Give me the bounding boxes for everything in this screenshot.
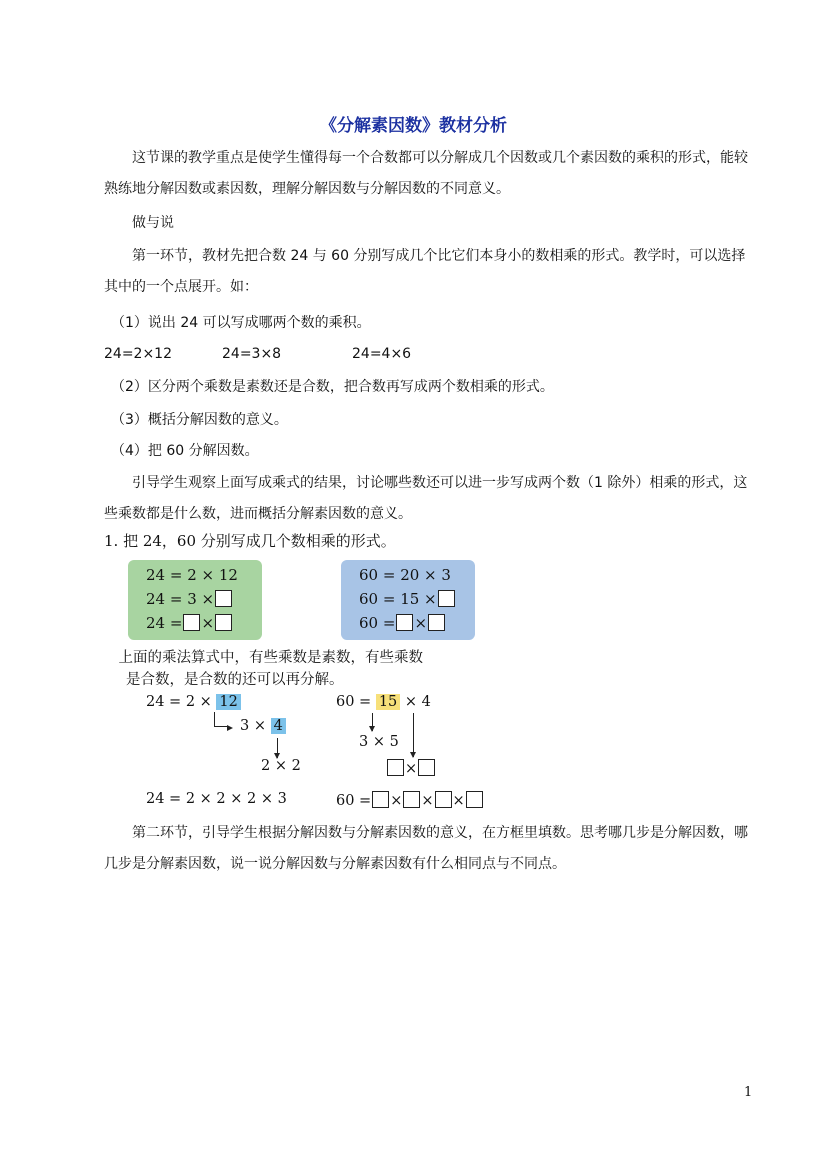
tree60-result: 60 = × × × [336, 791, 484, 809]
figure-caption-1: 上面的乘法算式中，有些乘数是素数，有些乘数 [104, 650, 423, 666]
page-number: 1 [744, 1085, 753, 1100]
green-eq-2: 24 = 3 × [146, 590, 233, 608]
guide-paragraph: 引导学生观察上面写成乘式的结果，讨论哪些数还可以进一步写成两个数（1 除外）相乘的形式，这些乘数都是什么数，进而概括分解素因数的意义。 [104, 475, 748, 522]
blank-box [435, 791, 452, 808]
figure-title: 1. 把 24，60 分别写成几个数相乘的形式。 [104, 532, 396, 550]
blue-eq-3: 60 = × [359, 614, 446, 632]
blank-box [215, 614, 232, 631]
highlight-12: 12 [216, 694, 240, 710]
down-arrow-icon [372, 713, 373, 731]
item-4: （4）把 60 分解因数。 [104, 443, 259, 459]
tree24-mid: 3 × 4 [240, 718, 286, 734]
equation-1: 24=2×12 [104, 346, 172, 362]
blank-box [372, 791, 389, 808]
down-arrow-icon [413, 713, 414, 757]
section-heading: 做与说 [104, 215, 174, 231]
intro-paragraph: 这节课的教学重点是使学生懂得每一个合数都可以分解成几个因数或几个素因数的乘积的形式，能较熟练地分解因数或素因数，理解分解因数与分解因数的不同意义。 [104, 150, 748, 197]
highlight-4: 4 [271, 718, 286, 734]
blue-eq-1: 60 = 20 × 3 [359, 566, 451, 584]
highlight-15: 15 [376, 694, 400, 710]
tree24-leaf: 2 × 2 [261, 758, 301, 774]
blue-eq-2: 60 = 15 × [359, 590, 456, 608]
blank-box [215, 590, 232, 607]
blank-box [418, 759, 435, 776]
hook-arrow-icon [214, 712, 227, 727]
blank-box [403, 791, 420, 808]
down-arrow-icon [277, 738, 278, 758]
blue-panel [341, 560, 475, 640]
equation-2: 24=3×8 [222, 346, 282, 362]
equation-3: 24=4×6 [352, 346, 412, 362]
green-panel [128, 560, 262, 640]
blank-box [387, 759, 404, 776]
figure-caption-2: 是合数，是合数的还可以再分解。 [126, 672, 344, 688]
green-eq-3: 24 = × [146, 614, 233, 632]
blank-box [396, 614, 413, 631]
item-3: （3）概括分解因数的意义。 [104, 412, 288, 428]
blank-box [428, 614, 445, 631]
page-title: 《分解素因数》教材分析 [320, 116, 507, 136]
tree60-blanks: × [386, 759, 436, 777]
first-step-paragraph: 第一环节，教材先把合数 24 与 60 分别写成几个比它们本身小的数相乘的形式。教学时，可以选择其中的一个点展开。如： [104, 248, 746, 295]
second-step-paragraph: 第二环节，引导学生根据分解因数与分解素因数的意义，在方框里填数。思考哪几步是分解因数，哪几步是分解素因数，说一说分解因数与分解素因数有什么相同点与不同点。 [104, 825, 748, 872]
tree60-mid: 3 × 5 [359, 734, 399, 750]
blank-box [466, 791, 483, 808]
tree60-root: 60 = 15 × 4 [336, 694, 431, 710]
blank-box [183, 614, 200, 631]
tree24-root: 24 = 2 × 12 [146, 694, 241, 710]
blank-box [438, 590, 455, 607]
item-2: （2）区分两个乘数是素数还是合数，把合数再写成两个数相乘的形式。 [104, 379, 554, 395]
tree24-result: 24 = 2 × 2 × 2 × 3 [146, 791, 287, 807]
textbook-figure [104, 530, 494, 815]
item-1: （1）说出 24 可以写成哪两个数的乘积。 [104, 315, 371, 331]
green-eq-1: 24 = 2 × 12 [146, 566, 238, 584]
